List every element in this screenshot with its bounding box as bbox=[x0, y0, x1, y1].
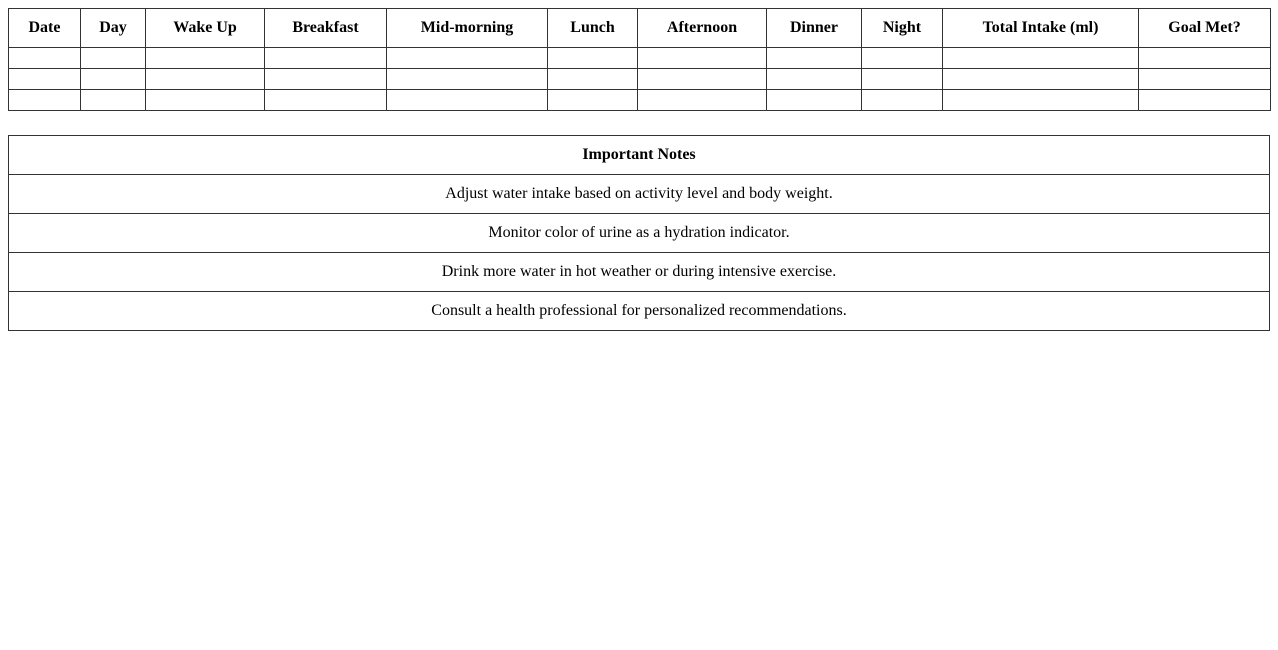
table-cell bbox=[862, 69, 943, 90]
table-cell bbox=[146, 90, 265, 111]
table-cell bbox=[146, 69, 265, 90]
note-text: Monitor color of urine as a hydration indicator. bbox=[9, 214, 1270, 253]
header-goal-met: Goal Met? bbox=[1139, 9, 1271, 48]
header-breakfast: Breakfast bbox=[265, 9, 387, 48]
table-row bbox=[9, 69, 1271, 90]
note-text: Adjust water intake based on activity level and body weight. bbox=[9, 175, 1270, 214]
table-cell bbox=[548, 69, 638, 90]
table-cell bbox=[1139, 69, 1271, 90]
notes-header-row bbox=[9, 136, 1270, 175]
table-cell bbox=[862, 48, 943, 69]
table-cell bbox=[9, 48, 81, 69]
table-cell bbox=[1139, 48, 1271, 69]
table-cell bbox=[265, 48, 387, 69]
table-cell bbox=[767, 48, 862, 69]
header-mid-morning: Mid-morning bbox=[387, 9, 548, 48]
list-item bbox=[9, 253, 1270, 292]
header-dinner: Dinner bbox=[767, 9, 862, 48]
list-item bbox=[9, 214, 1270, 253]
header-afternoon: Afternoon bbox=[638, 9, 767, 48]
table-cell bbox=[638, 48, 767, 69]
table-cell bbox=[81, 90, 146, 111]
table-cell bbox=[548, 48, 638, 69]
water-intake-tracker-table bbox=[8, 8, 1271, 111]
note-text: Consult a health professional for personalized recommendations. bbox=[9, 292, 1270, 331]
table-cell bbox=[387, 48, 548, 69]
header-lunch: Lunch bbox=[548, 9, 638, 48]
table-cell bbox=[1139, 90, 1271, 111]
table-cell bbox=[81, 69, 146, 90]
header-date: Date bbox=[9, 9, 81, 48]
table-cell bbox=[387, 69, 548, 90]
table-row bbox=[9, 48, 1271, 69]
notes-title: Important Notes bbox=[9, 136, 1270, 175]
header-day: Day bbox=[81, 9, 146, 48]
list-item bbox=[9, 292, 1270, 331]
table-cell bbox=[638, 90, 767, 111]
tracker-header-row bbox=[9, 9, 1271, 48]
table-cell bbox=[638, 69, 767, 90]
table-cell bbox=[81, 48, 146, 69]
table-row bbox=[9, 90, 1271, 111]
page-content bbox=[8, 8, 1270, 331]
header-total-intake: Total Intake (ml) bbox=[943, 9, 1139, 48]
table-cell bbox=[767, 69, 862, 90]
table-cell bbox=[387, 90, 548, 111]
table-cell bbox=[146, 48, 265, 69]
table-cell bbox=[265, 69, 387, 90]
important-notes-table bbox=[8, 135, 1270, 331]
header-night: Night bbox=[862, 9, 943, 48]
list-item bbox=[9, 175, 1270, 214]
table-cell bbox=[9, 69, 81, 90]
table-cell bbox=[548, 90, 638, 111]
table-cell bbox=[9, 90, 81, 111]
header-wake-up: Wake Up bbox=[146, 9, 265, 48]
table-cell bbox=[943, 69, 1139, 90]
note-text: Drink more water in hot weather or during intensive exercise. bbox=[9, 253, 1270, 292]
table-cell bbox=[943, 48, 1139, 69]
table-cell bbox=[767, 90, 862, 111]
table-cell bbox=[943, 90, 1139, 111]
table-cell bbox=[265, 90, 387, 111]
table-cell bbox=[862, 90, 943, 111]
